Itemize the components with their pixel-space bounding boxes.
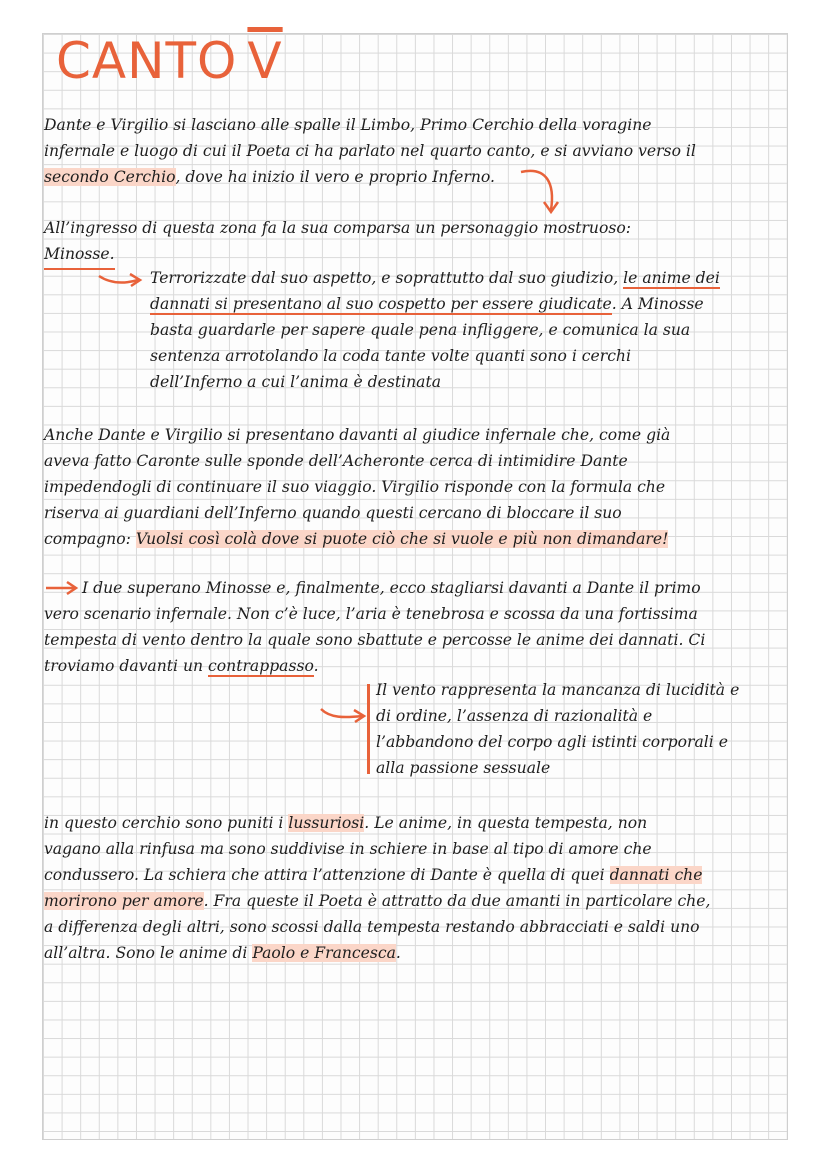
highlight-lussuriosi: lussuriosi — [288, 814, 365, 832]
text-line — [44, 527, 670, 553]
text-line — [44, 165, 696, 191]
paragraph-lussuriosi — [44, 811, 710, 966]
text-fragment: condussero. La schiera che attira l’attenzione di Dante è quella di quei — [44, 865, 610, 884]
page-title — [56, 32, 283, 90]
text-line: a differenza degli altri, sono scossi dalla tempesta restando abbracciati e saldi uno — [44, 917, 700, 936]
underline-contrappasso: contrappasso — [208, 656, 314, 675]
text-line: vero scenario infernale. Non c’è luce, l’aria è tenebrosa e scossa da una fortissima — [44, 604, 698, 623]
title-word: CANTO — [56, 32, 238, 90]
text-line: l’abbandono del corpo agli istinti corporali e — [376, 732, 728, 751]
highlight-amore: morirono per amore — [44, 891, 204, 910]
text-line: riserva ai guardiani dell’Inferno quando questi cercano di bloccare il suo — [44, 503, 622, 522]
note-bracket — [367, 684, 370, 774]
text-line: Il vento rappresenta la mancanza di lucidità e — [376, 681, 740, 699]
highlight-formula: Vuolsi così colà dove si puote ciò che si vuole e più non dimandare! — [135, 529, 669, 548]
text-line: alla passione sessuale — [376, 758, 551, 777]
text-line: vagano alla rinfusa ma sono suddivise in schiere in base al tipo di amore che — [44, 839, 652, 858]
text-line: All’ingresso di questa zona fa la sua comparsa un personaggio mostruoso: — [44, 219, 632, 237]
text-line: Anche Dante e Virgilio si presentano davanti al giudice infernale che, come già — [44, 426, 671, 444]
arrow-right-icon — [318, 704, 368, 728]
underline-dannati: dannati si presentano al suo cospetto per essere giudicate — [150, 294, 612, 313]
paragraph-caronte — [44, 423, 670, 553]
highlight-paolo-francesca: Paolo e Francesca — [252, 943, 396, 962]
text-line: infernale e luogo di cui il Poeta ci ha parlato nel quarto canto, e si avviano verso il — [44, 141, 696, 160]
paragraph-scenario — [44, 576, 705, 680]
text-line: Dante e Virgilio si lasciano alle spalle il Limbo, Primo Cerchio della voragine — [44, 116, 652, 134]
text-line: impedendogli di continuare il suo viaggio. Virgilio risponde con la formula che — [44, 477, 666, 496]
highlight-dannati: dannati che — [609, 865, 703, 884]
text-fragment: . Fra queste il Poeta è attratto da due amanti in particolare che, — [203, 891, 711, 910]
arrow-right-icon — [96, 270, 146, 290]
text-fragment: in questo cerchio sono puniti i — [44, 814, 289, 832]
underline-minosse: Minosse. — [44, 242, 115, 270]
curved-arrow-icon — [515, 166, 575, 218]
text-line — [150, 266, 720, 292]
text-line — [44, 654, 705, 680]
text-fragment: . — [313, 656, 319, 675]
text-fragment: , dove ha inizio il vero e proprio Inferno. — [175, 167, 495, 186]
text-fragment: . A Minosse — [611, 294, 704, 313]
paragraph-intro — [44, 113, 696, 191]
text-line: sentenza arrotolando la coda tante volte quanti sono i cerchi — [150, 346, 631, 365]
text-line — [44, 863, 710, 889]
text-line: basta guardarle per sapere quale pena infliggere, e comunica la sua — [150, 320, 691, 339]
highlight-secondo-cerchio: secondo Cerchio — [44, 167, 176, 186]
text-fragment: all’altra. Sono le anime di — [44, 943, 253, 962]
title-numeral: $\overline{V}$ — [247, 32, 283, 90]
note-vento — [376, 678, 739, 782]
paragraph-giudizio — [150, 266, 720, 396]
text-line: aveva fatto Caronte sulle sponde dell’Acheronte cerca di intimidire Dante — [44, 451, 628, 470]
text-line: di ordine, l’assenza di razionalità e — [376, 706, 653, 725]
text-fragment: compagno: — [44, 529, 136, 548]
text-line: tempesta di vento dentro la quale sono sbattute e percosse le anime dei dannati. Ci — [44, 630, 706, 649]
text-line: dell’Inferno a cui l’anima è destinata — [150, 372, 442, 391]
text-fragment: . Le anime, in questa tempesta, non — [364, 814, 648, 832]
text-line — [44, 889, 710, 915]
underline-anime: le anime dei — [623, 269, 720, 287]
text-fragment: troviamo davanti un — [44, 656, 209, 675]
text-fragment: . — [395, 943, 401, 962]
text-line — [150, 292, 720, 318]
paragraph-minosse — [44, 216, 631, 270]
text-line — [44, 941, 710, 967]
text-fragment: Terrorizzate dal suo aspetto, e soprattutto dal suo giudizio, — [150, 269, 624, 287]
text-line — [44, 811, 710, 837]
text-line: I due superano Minosse e, finalmente, ecco stagliarsi davanti a Dante il primo — [82, 579, 701, 597]
